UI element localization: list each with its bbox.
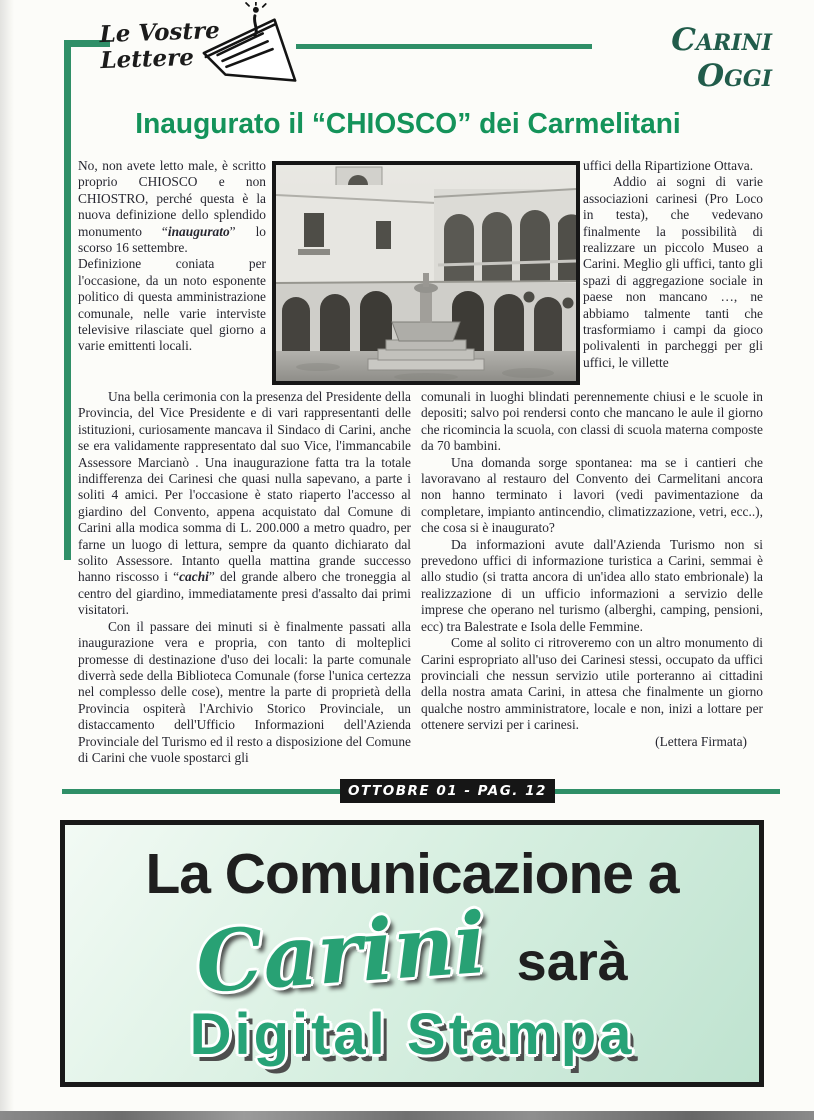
article-column-right-top [583,158,763,371]
ad-company-name: Digital Stampa [189,1002,635,1067]
masthead-title: Carini Oggi [671,22,772,94]
cloister-courtyard-photo [272,161,580,385]
digital-stampa-advertisement [60,820,764,1087]
ad-brand-script: Carini [193,892,490,1013]
scan-edge-bottom [0,1111,814,1120]
emphasized-word: cachi [179,569,209,585]
paragraph-text: ” lo scorso 16 settembre. [78,223,266,256]
logo-line2: Lettere [100,43,195,75]
paragraph: Una domanda sorge spontanea: ma se i cantieri che lavoravano al restauro del Convento dei Carmelitani ancora non hanno terminato i lavori (vedi pavimentazione da completare, impianto antincendio, climatizzazione, vetri, ecc..), che cosa si è inaugurato? [421,454,763,536]
article-column-left-bottom [78,389,411,766]
paragraph-text: ” del grande albero che troneggia al centro del giardino, immediatamente presi d'assalto dai primi visitatori. [78,569,411,618]
paragraph: Addio ai sogni di varie associazioni carinesi (Pro Loco in testa), che vedevano finalmente la possibilità di realizzare un piccolo Museo a Carini. Meglio gli uffici, tanto gli spazi di aggregazione sociale in paese non mancano …, ne abbiamo talmente tanti che trasformiamo i campi da gioco polivalenti in parcheggi per gli uffici, le villette [583,174,763,370]
courtyard-illustration [276,165,576,381]
paragraph: Da informazioni avute dall'Azienda Turismo non si prevedono uffici di informazione turistica a Carini, semmai è allo studio (si tratta ancora di un'idea allo stato embrionale) la realizzazione di un ufficio informazioni a servizio delle imprese che operano nel turismo (alberghi, camping, pensioni, ecc) tra Balestrate e Isola delle Femmine. [421,536,763,634]
page-number-badge: OTTOBRE 01 - PAG. 12 [340,779,555,803]
paragraph-text: Una bella cerimonia con la presenza del Presidente della Provincia, del Vice Presidente e di vari rappresentanti delle istituzioni, curiosamente mancava il Sindaco di Carini, anche se era validamente rappresentato dal suo Vice, l'immancabile Assessore Marcianò . Una inaugurazione fatta tra la totale indifferenza dei Carinesi che quasi nulla sapevano, a parte i soliti 4 amici. Per l'occasione è stato riaperto l'accesso al giardino del Convento, appena acquistato dal Comune di Carini alla modica somma di L. 200.000 a metro quadro, per farne un luogo di lettura, sempre da quanto dichiarato dal solito Assessore. Intanto quella mattina grande successo hanno riscosso i “ [78,389,411,585]
article-title: Inaugurato il “CHIOSCO” dei Carmelitani [135,108,681,140]
article-column-left-top [78,158,266,355]
logo-line1: Le Vostre [99,16,221,49]
ad-headline: La Comunicazione a [145,842,679,906]
scan-edge-right [798,0,814,1120]
paragraph: Con il passare dei minuti si è finalmente passati alla inaugurazione vera e propria, con tanto di molteplici promesse di destinazione d'uso dei locali: la parte comunale diverrà sede della Biblioteca Comunale (forse l'unica certezza nel complesso delle cose), mentre la parte di proprietà della Provincia ospiterà l'Archivio Storico Provinciale, un distaccamento dell'Ufficio Informazioni dell'Azienda Provinciale del Turismo ed il resto a disposizione del Comune di Carini che vuole spostarci gli [78,618,411,765]
ad-sara-text: sarà [516,932,628,992]
paper-plane-letter-icon [196,2,304,96]
scan-edge-left [0,0,14,1120]
header-divider-line [296,44,592,49]
ad-middle-row [65,892,759,1013]
letter-signature: (Lettera Firmata) [655,733,747,749]
green-corner-bracket-vertical [64,40,71,560]
paragraph: Come al solito ci ritroveremo con un altro monumento di Carini espropriato all'uso dei Carinesi stessi, occupato da uffici provinciali che nessun servizio utile porteranno ai cittadini della nostra amata Carini, in attesa che finalmente un giorno qualche nostro amministratore, locale e non, inizi a lottare per ottenere servizi per i carinesi. [421,635,763,733]
paragraph: uffici della Ripartizione Ottava. [583,158,754,173]
paragraph [78,158,266,256]
article-column-right-bottom [421,389,763,750]
paragraph: Definizione coniata per l'occasione, da un noto esponente politico di questa amministrazione comunale, nelle varie interviste televisive rilasciate quel giorno a varie emittenti locali. [78,256,266,354]
emphasized-word: inaugurato [167,223,230,239]
paragraph [78,389,411,619]
paragraph: comunali in luoghi blindati perennemente chiusi e le scuole in depositi; salvo poi rendersi conto che mancano le aule il giorno che ricomincia la scuola, con classi di scuola materna composte da 70 bambini. [421,389,763,454]
paragraph-text: No, non avete letto male, è scritto proprio CHIOSCO e non CHIOSTRO, perché questa è la nuova definizione dello splendido monumento “ [78,158,266,239]
